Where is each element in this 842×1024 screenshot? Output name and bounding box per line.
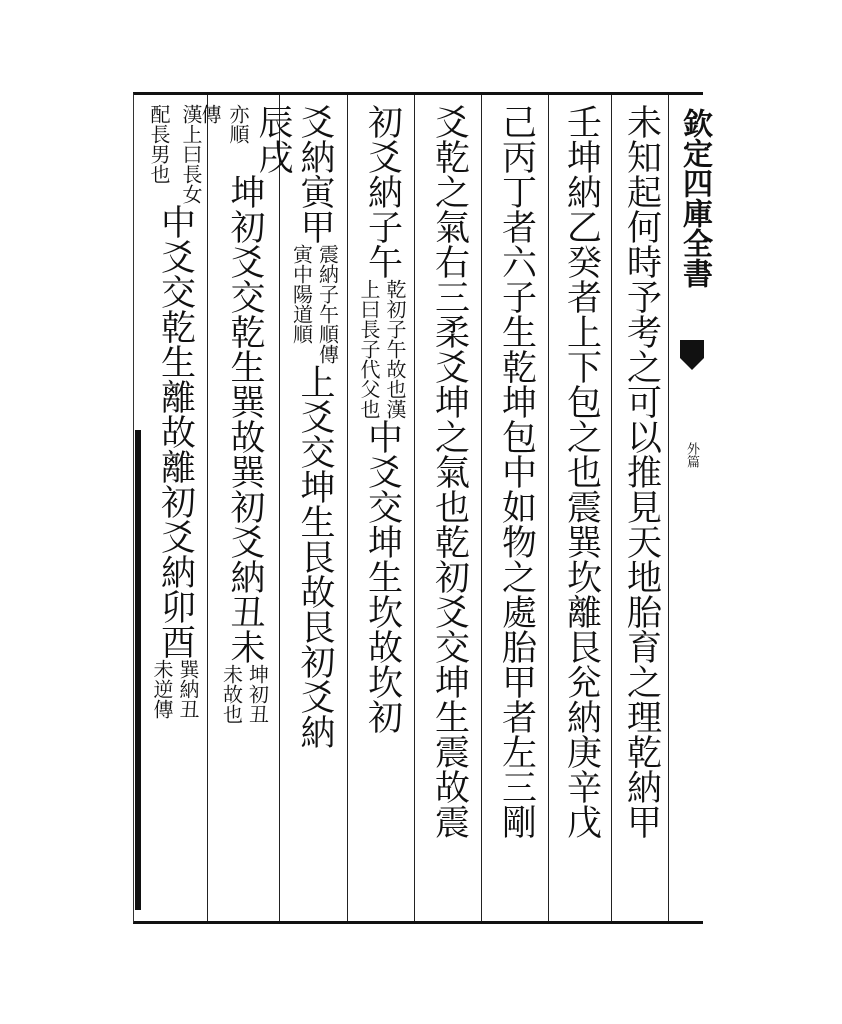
main-text: 中爻交乾生離故離初爻納卯酉: [155, 204, 196, 659]
commentary-pair: [358, 279, 406, 419]
commentary-pair: [151, 659, 199, 719]
section-label: 外篇: [684, 442, 699, 468]
main-text: 爻納寅甲: [295, 104, 335, 244]
column-rule: [481, 95, 482, 921]
text-column-4: [417, 104, 481, 916]
commentary-right: 漢上曰長女: [179, 104, 203, 204]
commentary-right: 亦順: [226, 104, 250, 144]
commentary-left: 配長男也: [147, 104, 171, 184]
column-rule: [414, 95, 415, 921]
main-text: 爻乾之氣右三柔爻坤之氣也乾初爻交坤生震故震: [429, 104, 470, 839]
column-rule: [279, 95, 280, 921]
main-text: 壬坤納乙癸者上下包之也震巽坎離艮兊納庚辛戊: [561, 104, 602, 839]
main-text: 辰戌: [253, 104, 293, 174]
commentary-left: 未逆傳: [150, 659, 174, 719]
margin-bar: [135, 430, 141, 910]
text-column-1: [614, 104, 668, 916]
commentary-left: 未故也: [219, 664, 244, 724]
commentary-pair: [221, 664, 269, 724]
column-rule: [347, 95, 348, 921]
column-rule: [611, 95, 612, 921]
column-rule: [207, 95, 208, 921]
main-text: 未知起何時予考之可以推見天地胎育之理乾納甲: [621, 104, 662, 839]
text-column-5: [350, 104, 414, 916]
text-column-2: [551, 104, 611, 916]
text-column-8: [143, 104, 207, 916]
text-column-6: [282, 104, 347, 916]
commentary-right: 巽納丑: [176, 659, 200, 719]
main-text: 坤初爻交乾生巽故巽初爻納丑未: [225, 174, 265, 664]
commentary-pair: [291, 244, 339, 364]
text-column-7: [198, 104, 293, 916]
text-column-3: [484, 104, 548, 916]
main-text: 中爻交坤生坎故坎初: [362, 419, 403, 734]
main-text: 己丙丁者六子生乾坤包中如物之處胎甲者左三剛: [496, 104, 537, 839]
commentary-right: 乾初子午故也漢: [383, 279, 407, 419]
commentary-right: 坤初丑: [245, 664, 270, 724]
book-title: 欽定四庫全書: [677, 108, 712, 288]
column-head: [198, 104, 291, 174]
commentary-left: 傳: [198, 104, 222, 124]
main-text: 上爻交坤生艮故艮初爻納: [295, 364, 335, 749]
commentary-left: 上曰長子代父也: [357, 279, 381, 419]
main-text: 初爻納子午: [362, 104, 403, 279]
commentary-right: 震納子午順傳: [315, 244, 340, 364]
commentary-left: 寅中陽道順: [289, 244, 314, 344]
column-rule: [548, 95, 549, 921]
commentary-pair: [145, 104, 205, 204]
